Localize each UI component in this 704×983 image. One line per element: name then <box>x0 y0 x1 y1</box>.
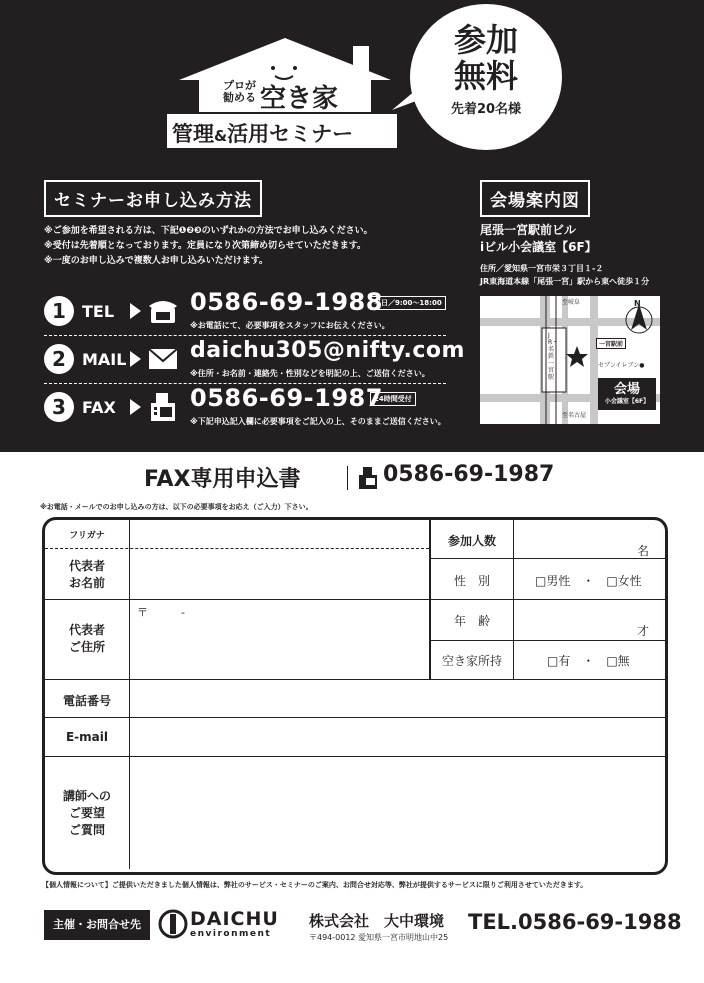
phone-label: 電話番号 <box>62 694 111 708</box>
apply-heading: セミナーお申し込み方法 <box>44 180 262 217</box>
email-label: E-mail <box>65 730 108 744</box>
email-field[interactable] <box>131 718 665 756</box>
participants-field[interactable] <box>515 520 665 558</box>
map-station-label: 一宮駅前 <box>596 338 626 349</box>
request-label-3: ご質問 <box>68 823 105 837</box>
logo-main: DAICHU <box>190 908 279 930</box>
name-field[interactable] <box>131 549 429 599</box>
fax-icon <box>150 392 176 422</box>
house-small-line1: プロが <box>223 79 256 92</box>
name-label-1: 代表者 <box>68 559 105 573</box>
mail-note: ※住所・お名前・連絡先・性別などを明記の上、ご送信ください。 <box>190 369 430 378</box>
address-label-1: 代表者 <box>68 623 105 637</box>
postal-mark: 〒 - <box>137 606 185 619</box>
method-2-number: 2 <box>44 344 74 374</box>
mail-address[interactable]: daichu305@nifty.com <box>190 338 465 363</box>
fax-form-title: FAX専用申込書 <box>144 467 301 492</box>
apply-note-3: ※一度のお申し込みで複数人お申し込みいただけます。 <box>44 256 269 266</box>
participants-label: 参加人数 <box>447 534 496 548</box>
age-unit: 才 <box>637 624 650 638</box>
fax-note: ※下記申込記入欄に必要事項をご記入の上、そのままご送信ください。 <box>190 417 446 426</box>
fax-form-instruction: ※お電話・メールでのお申し込みの方は、以下の必要事項をお応え（ご入力）下さい。 <box>40 503 313 511</box>
method-1-label: TEL <box>82 302 115 321</box>
badge-line3: 先着20名様 <box>450 102 522 117</box>
daichu-logo-icon <box>158 909 188 939</box>
tel-number[interactable]: 0586-69-1988 <box>190 288 383 316</box>
map-venue-label: 会場 <box>613 382 640 397</box>
venue-heading: 会場案内図 <box>480 180 590 217</box>
map-store-label: セブンイレブン● <box>598 362 645 369</box>
gender-options[interactable]: □男性 ・ □女性 <box>535 574 642 588</box>
gender-label: 性 別 <box>453 574 490 588</box>
method-2-label: MAIL <box>82 350 127 369</box>
tel-hours-tag: 平日／9:00〜18:00 <box>370 296 446 310</box>
name-label-2: お名前 <box>68 576 105 590</box>
age-field[interactable] <box>515 600 665 640</box>
apply-note-1: ※ご参加を希望される方は、下記❶❷❸のいずれかの方法でお申し込みください。 <box>44 226 373 236</box>
seminar-title-a: 管理 <box>172 122 214 146</box>
venue-name-line1: 尾張一宮駅前ビル <box>480 223 577 237</box>
envelope-icon <box>148 348 178 370</box>
house-small-line2: 勧める <box>223 91 256 104</box>
seminar-title <box>172 118 353 148</box>
arrow-right-icon <box>130 399 141 415</box>
vacant-label: 空き家所持 <box>441 654 502 668</box>
furigana-label: フリガナ <box>69 531 105 541</box>
map-label-bottom: 至名古屋 <box>562 412 587 419</box>
venue-access: JR東海道本線「尾張一宮」駅から東へ徒歩１分 <box>480 277 650 286</box>
seminar-title-b: 活用セミナー <box>227 122 354 146</box>
badge-line2: 無料 <box>453 57 518 95</box>
arrow-right-icon <box>130 351 141 367</box>
venue-address: 住所／愛知県一宮市栄３丁目１-２ <box>480 264 604 273</box>
request-label-1: 講師への <box>62 789 111 803</box>
vacant-options[interactable]: □有 ・ □無 <box>547 654 630 668</box>
divider <box>429 640 665 641</box>
fax-icon <box>358 466 378 490</box>
address-label-2: ご住所 <box>68 640 105 654</box>
fax-number[interactable]: 0586-69-1987 <box>190 384 383 412</box>
title-divider <box>347 466 348 490</box>
map-north: N <box>634 299 641 308</box>
apply-note-2: ※受付は先着順となっております。定員になり次第締め切らせていただきます。 <box>44 241 367 251</box>
divider <box>44 335 446 336</box>
seminar-header-section <box>0 0 704 452</box>
logo-sub: environment <box>190 929 272 939</box>
venue-name-line2: iビル小会議室【6F】 <box>480 240 597 254</box>
seminar-title-amp: & <box>214 127 228 145</box>
age-label: 年 齢 <box>453 614 490 628</box>
divider <box>429 558 665 559</box>
method-1-number: 1 <box>44 296 74 326</box>
tel-note: ※お電話にて、必要事項をスタッフにお伝えください。 <box>190 321 390 330</box>
method-3-label: FAX <box>82 398 116 417</box>
request-field[interactable] <box>131 757 665 869</box>
application-form <box>42 517 668 875</box>
company-tel[interactable]: TEL.0586-69-1988 <box>468 910 682 934</box>
phone-field[interactable] <box>131 680 665 717</box>
request-label-2: ご要望 <box>68 806 105 820</box>
map-venue-sub: 小会議室【6F】 <box>604 398 650 405</box>
map-rail-label: JR・名鉄一宮駅 <box>548 332 559 381</box>
privacy-note: 【個人情報について】ご提供いただきました個人情報は、弊社のサービス・セミナーのご案内、お問合せ対応等、弊社が提供するサービスに限りご利用させていただきます。 <box>42 881 588 889</box>
free-badge <box>410 4 562 150</box>
badge-line1: 参加 <box>453 21 518 59</box>
fax-form-number[interactable]: 0586-69-1987 <box>383 462 555 487</box>
participants-unit: 名 <box>637 544 650 558</box>
fax-hours-tag: 24時間受付 <box>370 392 416 406</box>
company-address: 〒494-0012 愛知県一宮市明地山中25 <box>309 933 449 942</box>
divider <box>513 520 514 680</box>
address-field[interactable] <box>131 620 429 678</box>
furigana-field[interactable] <box>131 520 429 548</box>
telephone-icon <box>148 296 178 324</box>
method-3-number: 3 <box>44 392 74 422</box>
venue-map <box>480 296 660 424</box>
company-name: 株式会社 大中環境 <box>309 912 445 930</box>
divider <box>129 520 130 869</box>
house-main-title: 空き家 <box>260 84 339 114</box>
host-label: 主催・お問合せ先 <box>44 910 150 940</box>
arrow-right-icon <box>130 303 141 319</box>
map-label-top: 至岐阜 <box>562 299 581 306</box>
